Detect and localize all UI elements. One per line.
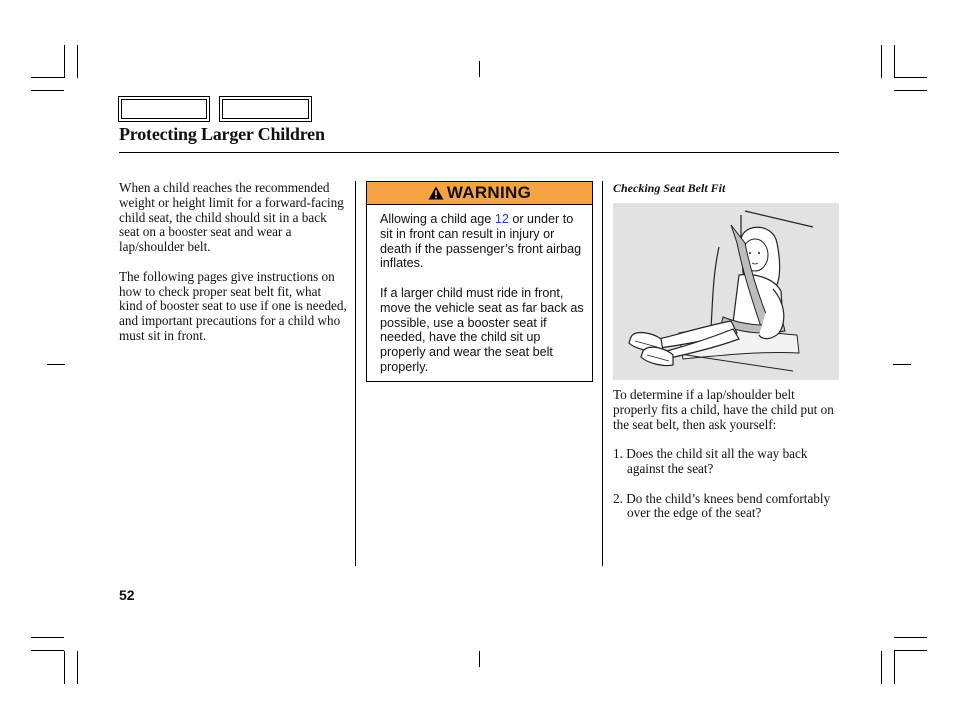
- warning-triangle-icon: [428, 186, 444, 200]
- crop-mark: [31, 90, 64, 91]
- crop-mark: [77, 651, 78, 684]
- warning-header: [367, 182, 592, 205]
- intro-paragraph: When a child reaches the recommended weight or height limit for a forward-facing child seat, the child should sit in a back seat on a booster seat and wear a lap/shoulder belt.: [119, 180, 344, 255]
- child-in-seat-belt-illustration: [613, 203, 839, 380]
- crop-mark: [31, 637, 64, 638]
- title-divider: [119, 152, 839, 153]
- figure-caption: Checking Seat Belt Fit: [613, 181, 726, 195]
- page-title: Protecting Larger Children: [119, 124, 325, 144]
- column-divider: [602, 181, 603, 566]
- section-tab-box[interactable]: [219, 96, 312, 122]
- warning-box: [366, 181, 593, 382]
- left-column-text: [119, 181, 347, 359]
- crop-mark: [894, 637, 927, 638]
- crop-mark: [31, 77, 64, 78]
- crop-mark: [893, 364, 911, 365]
- crop-mark: [47, 364, 65, 365]
- column-divider: [355, 181, 356, 566]
- crop-mark: [894, 77, 927, 78]
- crop-mark: [894, 90, 927, 91]
- instructions-paragraph: The following pages give instructions on how to check proper seat belt fit, what kind of booster seat to use if one is needed, and important precautions for a child who must sit in front.: [119, 268, 347, 343]
- crop-mark: [31, 650, 64, 651]
- crop-mark: [479, 61, 480, 77]
- warning-body: [367, 205, 592, 375]
- page-number: 52: [119, 587, 135, 603]
- checklist-item: 1. Does the child sit all the way back against the seat?: [613, 446, 808, 476]
- crop-mark: [77, 45, 78, 78]
- crop-mark: [894, 650, 927, 651]
- warning-label: WARNING: [446, 183, 532, 202]
- warning-paragraph: If a larger child must ride in front, move the vehicle seat as far back as possible, use a booster seat if needed, have the child sit up properly and wear the seat belt properly.: [380, 285, 584, 374]
- warning-text: Allowing a child age: [380, 212, 495, 226]
- crop-mark: [881, 45, 882, 78]
- warning-paragraph: [380, 212, 584, 271]
- section-tab-box[interactable]: [118, 96, 210, 122]
- crop-mark: [64, 45, 65, 78]
- right-column-text: [613, 388, 839, 536]
- intro-paragraph: To determine if a lap/shoulder belt properly fits a child, have the child put on the seat belt, then ask yourself:: [613, 387, 834, 432]
- crop-mark: [881, 651, 882, 684]
- crop-mark: [479, 651, 480, 667]
- crop-mark: [894, 651, 895, 684]
- crop-mark: [64, 651, 65, 684]
- page-reference-link[interactable]: 12: [494, 212, 509, 226]
- warning-text: or under to sit in front can result in injury or death if the passenger’s front airbag inflates.: [380, 212, 582, 271]
- checklist-item: 2. Do the child’s knees bend comfortably over the edge of the seat?: [613, 490, 831, 521]
- crop-mark: [894, 45, 895, 78]
